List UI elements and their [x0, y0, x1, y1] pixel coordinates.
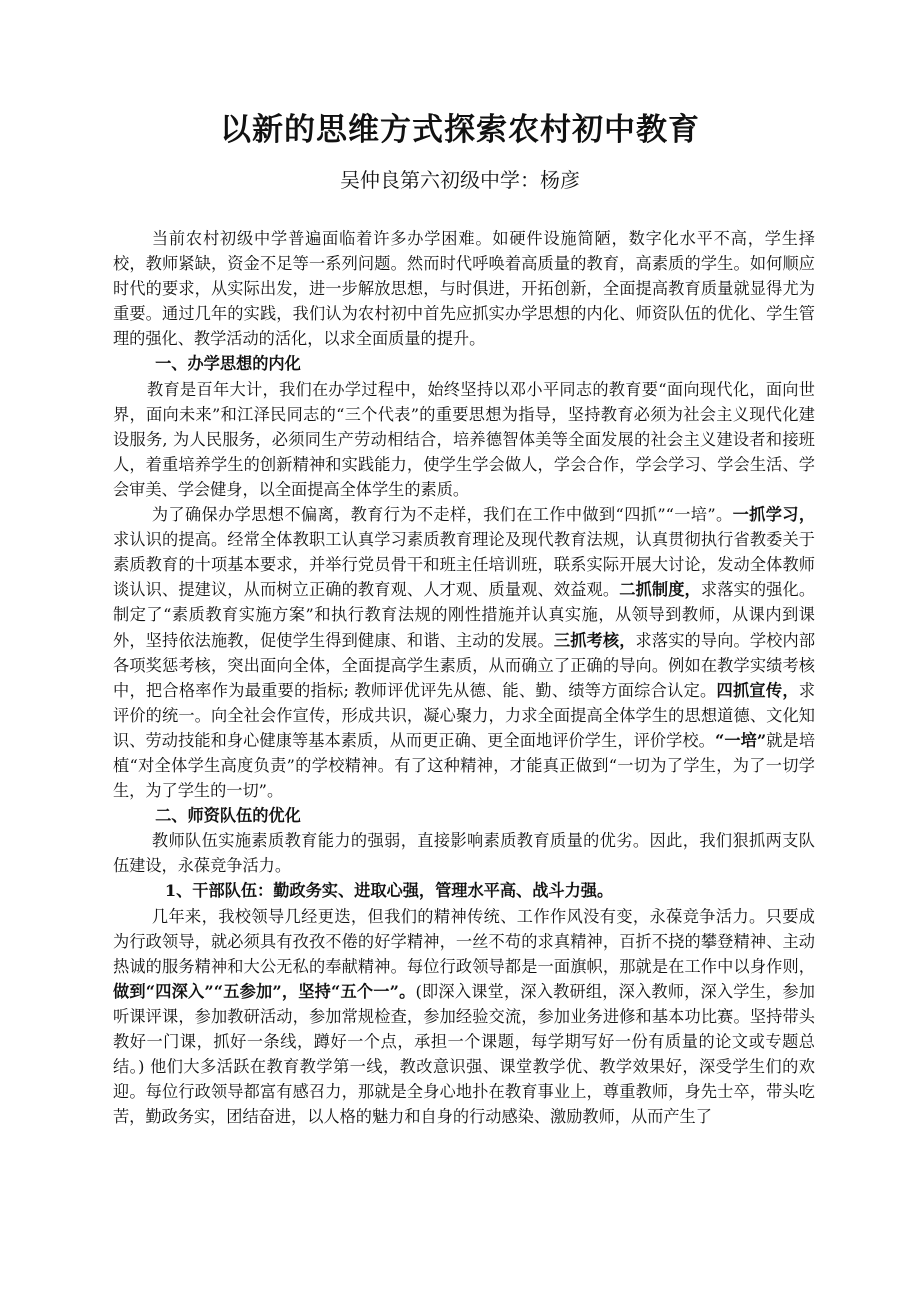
document-title: 以新的思维方式探索农村初中教育: [220, 112, 700, 148]
s1p2-bold-4: 四抓宣传，: [716, 680, 799, 700]
s1p2-bold-5: “一培”: [714, 730, 767, 750]
paragraph-s2p1: 教师队伍实施素质教育能力的强弱，直接影响素质教育质量的优劣。因此，我们狠抓两支队伍建设，永葆竞争活力。: [113, 831, 815, 876]
s1p2-bold-2: 二抓制度，: [619, 580, 701, 600]
section-heading-2: 二、师资队伍的优化: [155, 806, 301, 826]
s2p2-bold-1: 做到“四深入”“五参加”，坚持“五个一”。: [113, 981, 416, 1001]
s2p2-text-2: (即深入课堂，深入教研组，深入教师，深入学生，参加听课评课，参加教研活动，参加常规检查，参加经验交流，参加业务进修和基本功比赛。坚持带头教好一门课，抓好一条线，蹲好一个点，承担一个课题，每学期写好一份有质量的论文或专题总结。) 他们大多活跃在教育教学第一线，教改意识强、课堂教学优、教学效果好，深受学生们的欢迎。每位行政领导都富有感召力，那就是全身心地扑在教育事业上，尊重教师，身先士卒，带头吃苦，勤政务实，团结奋进，以人格的魅力和自身的行动感染、激励教师，从而产生了: [113, 981, 815, 1127]
paragraph-s1p1: 教育是百年大计，我们在办学过程中，始终坚持以邓小平同志的教育要“面向现代化，面向世界，面向未来”和江泽民同志的“三个代表”的重要思想为指导，坚持教育必须为社会主义现代化建设服务, 为人民服务，必须同生产劳动相结合，培养德智体美等全面发展的社会主义建设者和接班人，着重培养学生的创新精神和实践能力，使学生学会做人，学会合作，学会学习、学会生活、学会审美、学会健身，以全面提高全体学生的素质。: [113, 379, 815, 499]
section-heading-1: 一、办学思想的内化: [155, 354, 301, 374]
paragraph-s1p2: [113, 502, 815, 803]
document-author: 吴仲良第六初级中学：杨彦: [340, 168, 580, 192]
s1p2-text-5: 就是培植“对全体学生高度负责”的学校精神。有了这种精神，才能真正做到“一切为了学生，为了一切学生，为了学生的一切”。: [113, 730, 816, 801]
document-body: [113, 226, 815, 1129]
s1p2-bold-1: 一抓学习，: [732, 505, 816, 525]
s1p2-text-4: 求评价的统一。向全社会作宣传，形成共识，凝心聚力，力求全面提高全体学生的思想道德、文化知识、劳动技能和身心健康等基本素质，从而更正确、更全面地评价学生，评价学校。: [113, 680, 815, 750]
s1p2-text-1: 求认识的提高。经常全体教职工认真学习素质教育理论及现代教育法规，认真贯彻执行省教委关于素质教育的十项基本要求，并举行党员骨干和班主任培训班，联系实际开展大讨论，发动全体教师谈认识、提建议，从而树立正确的教育观、人才观、质量观、效益观。: [113, 530, 815, 600]
s2p2-text-1: 几年来，我校领导几经更迭，但我们的精神传统、工作作风没有变，永葆竞争活力。只要成为行政领导，就必须具有孜孜不倦的好学精神，一丝不苟的求真精神，百折不挠的攀登精神、主动热诚的服务精神和大公无私的奉献精神。每位行政领导都是一面旗帜，那就是在工作中以身作则，: [113, 906, 815, 976]
s1p2-intro: 为了确保办学思想不偏离，教育行为不走样，我们在工作中做到“四抓”“一培”。: [151, 505, 733, 525]
s1p2-text-2: 求落实的强化。制定了“素质教育实施方案”和执行教育法规的刚性措施并认真实施，从领导到教师，从课内到课外，坚持依法施教，促使学生得到健康、和谐、主动的发展。: [113, 580, 816, 650]
s1p2-text-3: 求落实的导向。学校内部各项奖惩考核，突出面向全体，全面提高学生素质，从而确立了正确的导向。例如在教学实绩考核中，把合格率作为最重要的指标; 教师评优评先从德、能、勤、绩等方面综合认定。: [113, 630, 816, 700]
paragraph-intro: 当前农村初级中学普遍面临着许多办学困难。如硬件设施简陋，数字化水平不高，学生择校，教师紧缺，资金不足等一系列问题。然而时代呼唤着高质量的教育，高素质的学生。如何顺应时代的要求，从实际出发，进一步解放思想，与时俱进，开拓创新，全面提高教育质量就显得尤为重要。通过几年的实践，我们认为农村初中首先应抓实办学思想的内化、师资队伍的优化、学生管理的强化、教学活动的活化，以求全面质量的提升。: [113, 229, 815, 349]
s1p2-bold-3: 三抓考核，: [553, 630, 636, 650]
subsection-heading-1: 1、干部队伍：勤政务实、进取心强，管理水平高、战斗力强。: [164, 881, 614, 901]
paragraph-s2p2: [113, 904, 815, 1130]
